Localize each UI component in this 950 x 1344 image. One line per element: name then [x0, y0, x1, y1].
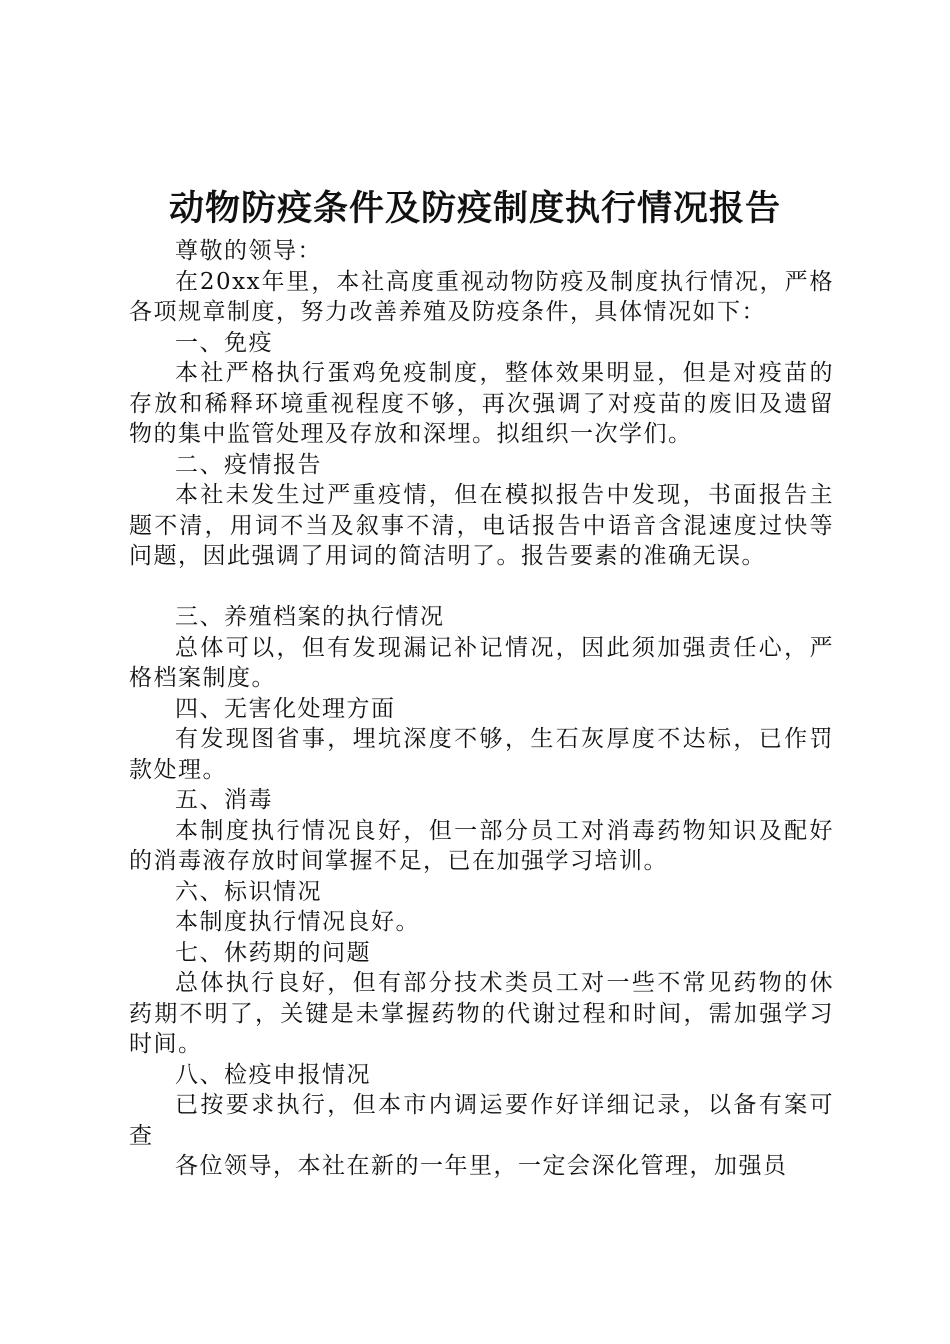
intro-paragraph: 在20xx年里，本社高度重视动物防疫及制度执行情况，严格各项规章制度，努力改善养殖及防疫条件，具体情况如下： — [129, 268, 834, 325]
identification-paragraph: 本制度执行情况良好。 — [175, 909, 420, 935]
breeding-records-paragraph: 总体可以，但有发现漏记补记情况，因此须加强责任心，严格档案制度。 — [129, 634, 834, 691]
epidemic-report-paragraph: 本社未发生过严重疫情，但在模拟报告中发现，书面报告主题不清，用词不当及叙事不清，电话报告中语音含混速度过快等问题，因此强调了用词的简洁明了。报告要素的准确无误。 — [129, 482, 834, 569]
immunization-paragraph: 本社严格执行蛋鸡免疫制度，整体效果明显，但是对疫苗的存放和稀释环境重视程度不够，再次强调了对疫苗的废旧及遗留物的集中监管处理及存放和深埋。拟组织一次学们。 — [129, 360, 834, 447]
section-heading-identification: 六、标识情况 — [175, 878, 322, 905]
quarantine-declaration-paragraph: 已按要求执行，但本市内调运要作好详细记录，以备有案可查 — [129, 1092, 834, 1149]
section-heading-quarantine-declaration: 八、检疫申报情况 — [175, 1061, 371, 1088]
salutation: 尊敬的领导： — [175, 238, 322, 264]
section-heading-withdrawal-period: 七、休药期的问题 — [175, 939, 371, 966]
section-heading-immunization: 一、免疫 — [175, 329, 273, 356]
section-heading-harmless-treatment: 四、无害化处理方面 — [175, 695, 396, 722]
section-heading-breeding-records: 三、养殖档案的执行情况 — [175, 604, 445, 630]
section-heading-disinfection: 五、消毒 — [175, 787, 273, 813]
section-heading-epidemic-report: 二、疫情报告 — [175, 451, 322, 478]
disinfection-paragraph: 本制度执行情况良好，但一部分员工对消毒药物知识及配好的消毒液存放时间掌握不足，已在加强学习培训。 — [129, 817, 834, 874]
document-body — [129, 236, 834, 1182]
withdrawal-period-paragraph: 总体执行良好，但有部分技术类员工对一些不常见药物的休药期不明了，关键是未掌握药物的代谢过程和时间，需加强学习时间。 — [129, 970, 834, 1057]
closing-paragraph: 各位领导，本社在新的一年里，一定会深化管理，加强员 — [175, 1153, 788, 1179]
blank-line — [129, 572, 834, 603]
document-title: 动物防疫条件及防疫制度执行情况报告 — [168, 189, 781, 229]
harmless-treatment-paragraph: 有发现图省事，埋坑深度不够，生石灰厚度不达标，已作罚款处理。 — [129, 726, 834, 783]
